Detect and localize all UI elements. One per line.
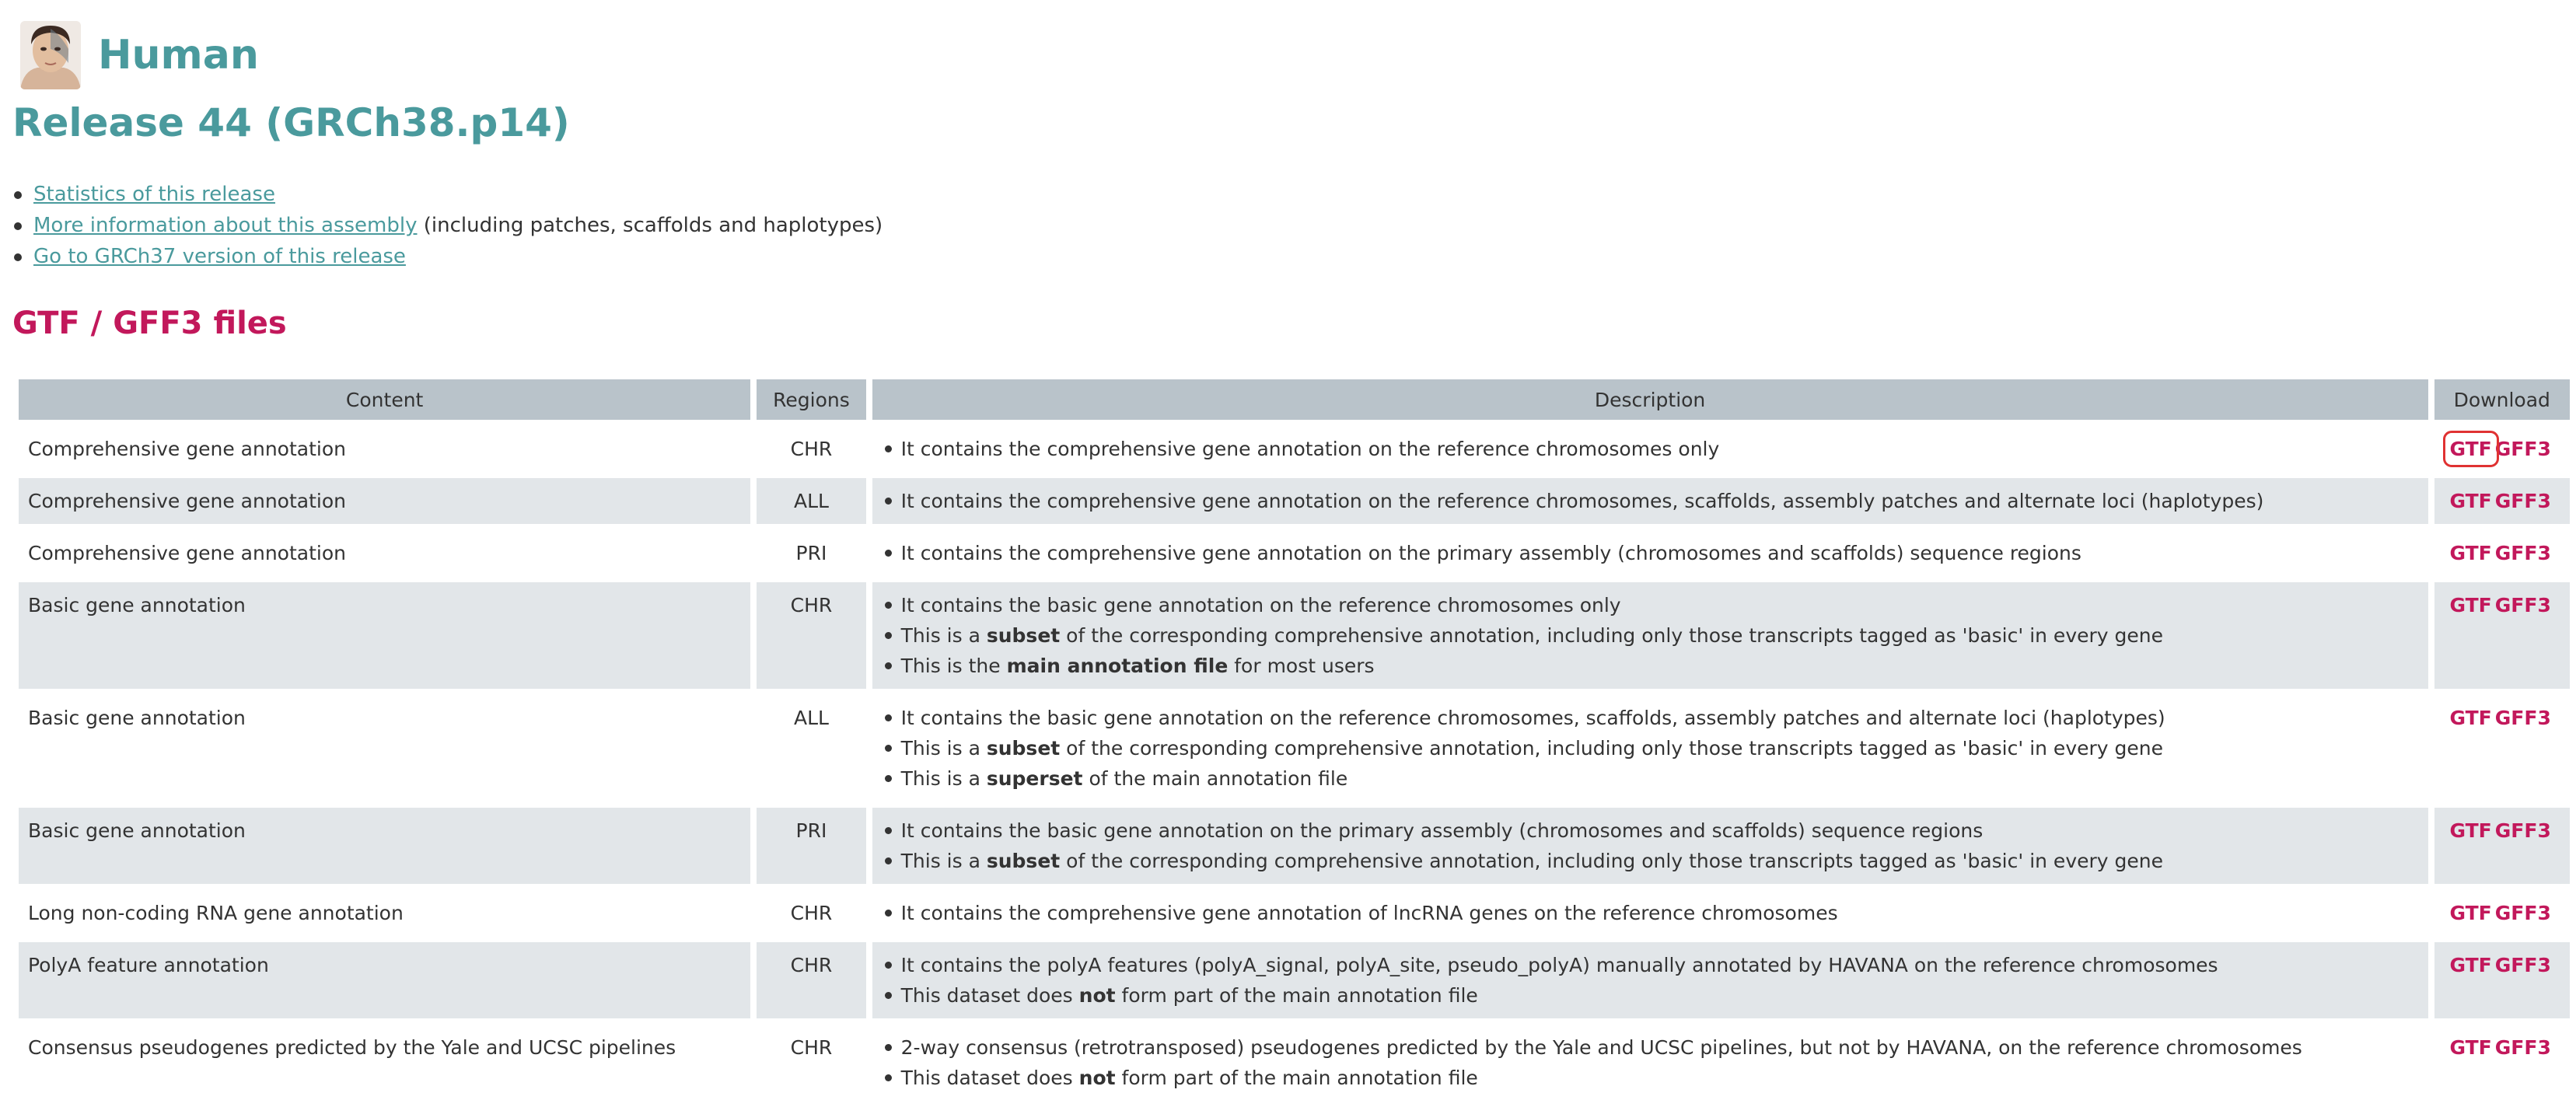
- description-text: It contains the comprehensive gene annotation on the primary assembly (chromosomes and scaffolds) sequence regions: [900, 542, 2081, 564]
- description-item: [882, 703, 2419, 733]
- description-item: [882, 763, 2419, 794]
- link-suffix: (including patches, scaffolds and haplotypes): [417, 214, 883, 237]
- list-item: [12, 241, 883, 272]
- gtf-download-link[interactable]: GTF: [2449, 819, 2492, 842]
- description-text: 2-way consensus (retrotransposed) pseudogenes predicted by the Yale and UCSC pipelines, but not by HAVANA, on the reference chromosomes: [900, 1036, 2302, 1059]
- species-header: [20, 20, 259, 90]
- column-header-download: Download: [2434, 379, 2570, 420]
- gtf-download-link[interactable]: GTF: [2449, 707, 2492, 729]
- gtf-download-link[interactable]: GTF: [2449, 954, 2492, 976]
- content-cell: Basic gene annotation: [28, 707, 246, 729]
- gff3-download-link[interactable]: GFF3: [2494, 1036, 2551, 1059]
- content-cell: Consensus pseudogenes predicted by the Yale and UCSC pipelines: [28, 1036, 676, 1059]
- description-list: [882, 950, 2419, 1011]
- gff3-download-link[interactable]: GFF3: [2494, 438, 2551, 460]
- content-cell: Basic gene annotation: [19, 582, 750, 689]
- gff3-download-link[interactable]: GFF3: [2494, 594, 2551, 616]
- gtf-download-link[interactable]: GTF: [2449, 902, 2492, 924]
- description-cell: [872, 942, 2428, 1018]
- download-cell: [2434, 808, 2570, 884]
- statistics-link[interactable]: Statistics of this release: [33, 183, 275, 206]
- description-text: It contains the basic gene annotation on the primary assembly (chromosomes and scaffolds) sequence regions: [900, 819, 1984, 842]
- regions-cell: CHR: [757, 582, 865, 689]
- description-emphasis: subset: [986, 624, 1061, 647]
- download-cell: [2434, 530, 2570, 576]
- description-text: This is the: [900, 655, 1007, 677]
- description-text: It contains the basic gene annotation on the reference chromosomes, scaffolds, assembly patches and alternate loci (haplotypes): [900, 707, 2165, 729]
- column-header-content: Content: [19, 379, 750, 420]
- description-cell: [872, 695, 2428, 801]
- section-title: GTF / GFF3 files: [12, 306, 287, 341]
- description-emphasis: superset: [986, 767, 1083, 790]
- regions-cell: CHR: [790, 1036, 833, 1059]
- description-item: [882, 733, 2419, 763]
- description-text: form part of the main annotation file: [1115, 1067, 1478, 1089]
- description-item: [882, 590, 2419, 620]
- description-emphasis: subset: [986, 737, 1061, 760]
- description-item: [882, 815, 2419, 846]
- regions-cell: ALL: [793, 707, 829, 729]
- description-list: [882, 703, 2419, 794]
- table-row: [19, 478, 2570, 524]
- gtf-download-link[interactable]: GTF: [2449, 542, 2492, 564]
- description-emphasis: main annotation file: [1006, 655, 1229, 677]
- description-text: of the main annotation file: [1082, 767, 1348, 790]
- download-cell: [2434, 942, 2570, 1018]
- description-text: This is a: [900, 624, 987, 647]
- assembly-info-link[interactable]: More information about this assembly: [33, 214, 418, 237]
- gff3-download-link[interactable]: GFF3: [2494, 542, 2551, 564]
- gff3-download-link[interactable]: GFF3: [2494, 902, 2551, 924]
- download-cell: [2434, 890, 2570, 936]
- description-text: form part of the main annotation file: [1115, 984, 1478, 1007]
- description-text: This is a: [900, 850, 987, 872]
- description-list: [882, 538, 2419, 568]
- release-links: [12, 179, 883, 272]
- content-cell: Basic gene annotation: [19, 808, 750, 884]
- regions-cell: CHR: [790, 902, 833, 924]
- description-item: [882, 434, 2419, 464]
- description-list: [882, 486, 2419, 516]
- description-text: It contains the basic gene annotation on the reference chromosomes only: [900, 594, 1621, 616]
- description-cell: [872, 426, 2428, 472]
- gtf-download-link[interactable]: GTF: [2449, 1036, 2492, 1059]
- download-cell: [2434, 582, 2570, 689]
- description-text: It contains the polyA features (polyA_signal, polyA_site, pseudo_polyA) manually annotated by HAVANA on the reference chromosomes: [900, 954, 2218, 976]
- gtf-download-link[interactable]: GTF: [2449, 490, 2492, 512]
- description-list: [882, 590, 2419, 681]
- description-text: It contains the comprehensive gene annotation on the reference chromosomes only: [900, 438, 1720, 460]
- description-cell: [872, 808, 2428, 884]
- table-row: [19, 695, 2570, 801]
- description-emphasis: not: [1078, 984, 1116, 1007]
- species-name: Human: [98, 32, 259, 79]
- description-item: [882, 651, 2419, 681]
- gff3-download-link[interactable]: GFF3: [2494, 954, 2551, 976]
- description-list: [882, 815, 2419, 876]
- table-row: [19, 890, 2570, 936]
- description-text: It contains the comprehensive gene annotation of lncRNA genes on the reference chromosomes: [900, 902, 1838, 924]
- description-list: [882, 1032, 2419, 1093]
- description-list: [882, 898, 2419, 928]
- description-text: for most users: [1228, 655, 1375, 677]
- description-cell: [872, 478, 2428, 524]
- description-item: [882, 1032, 2419, 1063]
- description-item: [882, 898, 2419, 928]
- description-text: This is a: [900, 767, 987, 790]
- table-row: [19, 942, 2570, 1018]
- gff3-download-link[interactable]: GFF3: [2494, 819, 2551, 842]
- description-cell: [872, 530, 2428, 576]
- regions-cell: CHR: [757, 942, 865, 1018]
- column-header-description: Description: [872, 379, 2428, 420]
- description-item: [882, 980, 2419, 1011]
- description-text: of the corresponding comprehensive annotation, including only those transcripts tagged as 'basic' in every gene: [1060, 624, 2163, 647]
- description-text: It contains the comprehensive gene annotation on the reference chromosomes, scaffolds, assembly patches and alternate loci (haplotypes): [900, 490, 2264, 512]
- regions-cell: ALL: [757, 478, 865, 524]
- column-header-regions: Regions: [757, 379, 865, 420]
- download-cell: [2434, 695, 2570, 801]
- content-cell: PolyA feature annotation: [19, 942, 750, 1018]
- content-cell: Comprehensive gene annotation: [28, 438, 346, 460]
- regions-cell: PRI: [795, 542, 827, 564]
- table-row: [19, 530, 2570, 576]
- description-cell: [872, 890, 2428, 936]
- description-item: [882, 620, 2419, 651]
- table-row: [19, 808, 2570, 884]
- human-face-avatar-icon: [20, 21, 81, 89]
- description-item: [882, 950, 2419, 980]
- description-item: [882, 486, 2419, 516]
- description-item: [882, 538, 2419, 568]
- content-cell: Comprehensive gene annotation: [19, 478, 750, 524]
- description-emphasis: subset: [986, 850, 1061, 872]
- download-cell: [2434, 478, 2570, 524]
- release-title: Release 44 (GRCh38.p14): [12, 100, 570, 145]
- description-item: [882, 846, 2419, 876]
- description-emphasis: not: [1078, 1067, 1116, 1089]
- description-text: of the corresponding comprehensive annotation, including only those transcripts tagged as 'basic' in every gene: [1060, 737, 2163, 760]
- description-list: [882, 434, 2419, 464]
- gff3-download-link[interactable]: GFF3: [2494, 490, 2551, 512]
- list-item: [12, 210, 883, 241]
- description-text: This dataset does: [900, 1067, 1079, 1089]
- download-cell: [2434, 426, 2570, 472]
- description-cell: [872, 582, 2428, 689]
- description-text: of the corresponding comprehensive annotation, including only those transcripts tagged as 'basic' in every gene: [1060, 850, 2163, 872]
- gtf-download-link[interactable]: GTF: [2449, 594, 2492, 616]
- content-cell: Long non-coding RNA gene annotation: [28, 902, 404, 924]
- regions-cell: PRI: [757, 808, 865, 884]
- content-cell: Comprehensive gene annotation: [28, 542, 346, 564]
- table-row: [19, 426, 2570, 472]
- regions-cell: CHR: [790, 438, 833, 460]
- list-item: [12, 179, 883, 210]
- table-body: [19, 426, 2570, 1101]
- description-cell: [872, 1025, 2428, 1101]
- description-item: [882, 1063, 2419, 1093]
- description-text: This dataset does: [900, 984, 1079, 1007]
- annotation-files-table: [12, 373, 2576, 1107]
- table-row: [19, 582, 2570, 689]
- gff3-download-link[interactable]: GFF3: [2494, 707, 2551, 729]
- description-text: This is a: [900, 737, 987, 760]
- grch37-version-link[interactable]: Go to GRCh37 version of this release: [33, 245, 406, 268]
- download-cell: [2434, 1025, 2570, 1101]
- table-header-row: [19, 379, 2570, 420]
- gtf-download-link[interactable]: GTF: [2449, 438, 2492, 460]
- table-row: [19, 1025, 2570, 1101]
